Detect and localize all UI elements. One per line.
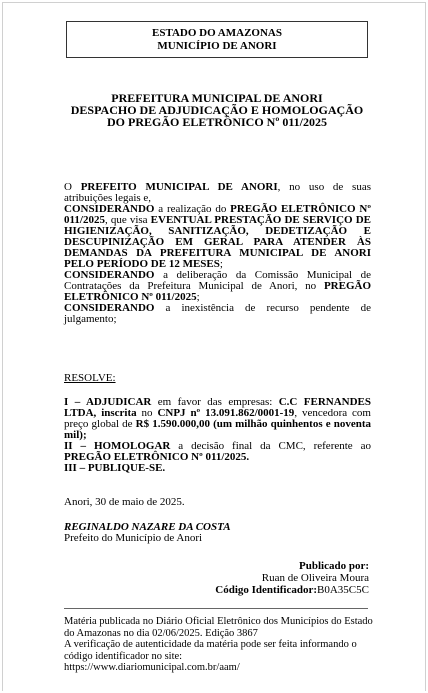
item-publique-se: III – PUBLIQUE-SE. [64,462,166,474]
intro-paragraph [64,182,371,204]
considerando-1-bold-1: PREGÃO ELETRÔNICO Nº 011/2025 [64,203,371,226]
title-line-3: DO PREGÃO ELETRÔNICO Nº 011/2025 [107,115,327,129]
considerando-2 [64,270,371,303]
item-2-bold-1: PREGÃO ELETRÔNICO Nº 011/2025. [64,451,250,463]
considerando-1-text-1: a realização do [154,203,231,215]
title-line-2: DESPACHO DE ADJUDICAÇÃO E HOMOLOGAÇÃO [70,103,364,117]
footer-publication-note: Matéria publicada no Diário Oficial Eletrônico dos Municípios do Estado do Amazonas no dia 02/06/2025. Edição 3867 [64,616,373,639]
item-2-text-1: a decisão final da CMC, referente ao [170,440,371,452]
considerando-2-bold-1: PREGÃO ELETRÔNICO Nº 011/2025 [64,280,371,303]
publication-block [163,560,369,596]
publication-footer [64,616,374,674]
considerando-1 [64,204,371,270]
item-1-bold-2: CNPJ nº 13.091.862/0001-19 [157,407,295,419]
item-1-text-1: em favor das empresas: [151,396,279,408]
considerando-2-label: CONSIDERANDO [64,269,155,281]
item-2-label: II – HOMOLOGAR [64,440,171,452]
identifier-code: B0A35C5C [317,584,369,596]
publisher-name: Ruan de Oliveira Moura [261,572,369,584]
footer-verification-note: A verificação de autenticidade da matéria pode ser feita informando o código identificador no site: [64,639,357,662]
date-line [64,497,371,508]
considerando-1-bold-2: EVENTUAL PRESTAÇÃO DE SERVIÇO DE HIGIENIZAÇÃO, SANITIZAÇÃO, DEDETIZAÇÃO E DESCUPINIZAÇÃO EM GERAL PARA ATENDER ÀS DEMANDAS DA PREFEITURA MUNICIPAL DE ANORI PELO PERÍODO DE 12 MESES [64,214,371,270]
item-1-label: I – ADJUDICAR [64,396,152,408]
intro-subject: PREFEITO MUNICIPAL DE ANORI [80,181,278,193]
item-adjudicar [64,397,371,441]
considerando-1-label: CONSIDERANDO [64,203,155,215]
considerando-2-text-1: a deliberação da Comissão Municipal de Contratações da Prefeitura Municipal de Anori, no [64,269,371,292]
identifier-line [163,584,369,596]
document-date: Anori, 30 de maio de 2025. [64,496,185,508]
considerando-3-text-1: a inexistência de recurso pendente de julgamento; [64,302,371,325]
item-1-bold-3: R$ 1.590.000,00 (um milhão quinhentos e noventa mil); [64,418,371,441]
header-municipality: MUNICÍPIO DE ANORI [157,40,277,52]
resolve-section [64,373,371,384]
intro-rest: , no uso de suas atribuições legais e, [64,181,372,204]
item-1-text-3: , vencedora com preço global de [64,407,371,430]
considerando-1-text-2: , que visa [104,214,151,226]
state-header-box [66,21,368,58]
document-title [43,92,391,128]
considerando-2-text-2: ; [196,291,200,303]
signer-role: Prefeito do Município de Anori [64,532,203,544]
title-line-1: PREFEITURA MUNICIPAL DE ANORI [111,91,323,105]
footer-site-link[interactable]: https://www.diariomunicipal.com.br/aam/ [64,662,240,673]
header-state: ESTADO DO AMAZONAS [152,27,282,39]
item-1-text-2: no [136,407,158,419]
document-body [64,182,371,325]
identifier-label: Código Identificador: [215,584,318,596]
document-page [2,2,426,691]
signer-name: REGINALDO NAZARE DA COSTA [64,521,231,533]
footer-divider [64,608,368,609]
published-by-label: Publicado por: [299,560,369,572]
item-1-bold-1: C.C FERNANDES LTDA, inscrita [64,396,372,419]
signature-block [64,522,371,544]
item-homologar [64,441,371,463]
considerando-3-label: CONSIDERANDO [64,302,155,314]
resolve-heading: RESOLVE: [64,372,116,384]
resolution-items [64,397,371,474]
intro-lead: O [64,181,72,193]
considerando-3 [64,303,371,325]
considerando-1-text-3: ; [219,258,223,270]
